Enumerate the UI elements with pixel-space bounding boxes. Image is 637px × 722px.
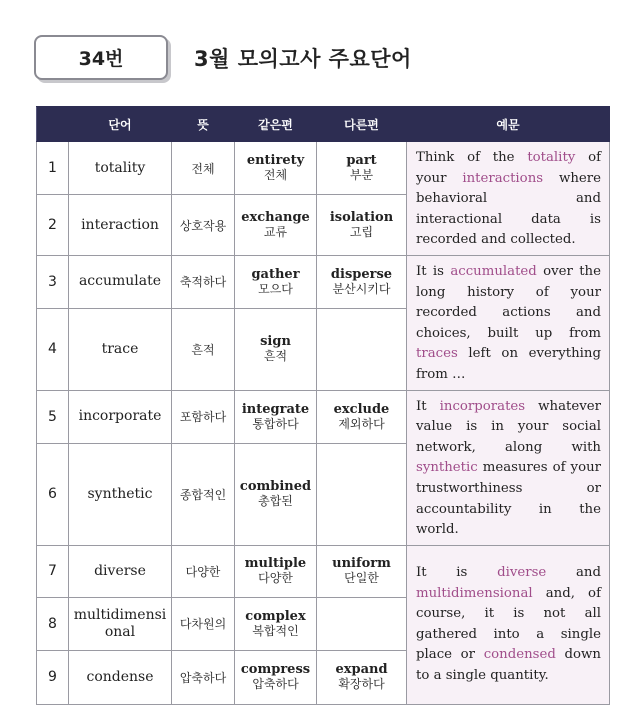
highlighted-word: traces [416,346,458,362]
antonym-ko: 확장하다 [338,677,385,692]
row-number: 2 [37,195,69,256]
table-row [37,142,610,195]
highlighted-word: accumulated [450,263,537,279]
meaning: 상호작용 [172,195,235,256]
example-sentence [407,545,610,704]
antonym [317,142,407,195]
synonym-ko: 교류 [263,225,288,240]
col-header-word: 단어 [69,107,172,142]
antonym-en: disperse [330,266,393,282]
synonym-en: integrate [241,401,310,417]
word: totality [69,142,172,195]
synonym [235,390,317,443]
col-header-synonym: 같은편 [235,107,317,142]
synonym-en: combined [239,479,312,495]
word-line-2: onal [104,623,136,640]
example-text: Think of the [416,150,528,165]
table-header-row [37,107,610,142]
highlighted-word: multidimensional [416,585,533,601]
antonym [317,308,407,390]
question-number-badge [34,35,168,80]
col-header-meaning: 뜻 [172,107,235,142]
synonym-ko: 다양한 [258,571,293,586]
example-text: of your [416,150,601,186]
example-sentence [407,255,610,390]
antonym [317,597,407,650]
antonym-ko: 부분 [349,168,374,183]
word: diverse [69,545,172,597]
synonym-en: complex [245,608,306,624]
word [69,597,172,650]
antonym-ko: 분산시키다 [332,281,391,296]
antonym-en: isolation [329,210,394,226]
meaning: 전체 [172,142,235,195]
meaning: 포함하다 [172,390,235,443]
word: interaction [69,195,172,256]
word: accumulate [69,255,172,308]
highlighted-word: synthetic [416,460,478,476]
example-text: whatever value is in your social network, along with [416,398,601,455]
antonym [317,255,407,308]
antonym [317,650,407,704]
synonym [235,142,317,195]
word: condense [69,650,172,704]
row-number: 3 [37,255,69,308]
row-number: 8 [37,597,69,650]
col-header-antonym: 다른편 [317,107,407,142]
table-row [37,390,610,443]
table-row [37,545,610,597]
antonym-en: uniform [332,556,391,572]
synonym [235,597,317,650]
example-text: and [546,564,601,580]
highlighted-word: interactions [462,170,544,186]
example-text: over the long history of your recorded actions and choices, built up from [416,263,601,341]
row-number: 9 [37,650,69,704]
meaning: 축적하다 [172,255,235,308]
synonym-en: compress [240,662,311,678]
synonym [235,308,317,390]
synonym-ko: 흔적 [263,349,288,364]
antonym [317,545,407,597]
example-text: and, of course, it is not all gathered into a single place or [416,585,601,663]
synonym-ko: 압축하다 [252,677,299,692]
col-header-example: 예문 [407,107,610,142]
antonym-en: part [346,153,377,169]
highlighted-word: diverse [497,564,547,580]
synonym-ko: 통합하다 [252,416,299,431]
highlighted-word: incorporates [439,398,526,414]
example-text: where behavioral and interactional data is recorded and collected. [416,170,601,248]
meaning: 압축하다 [172,650,235,704]
row-number: 4 [37,308,69,390]
example-sentence [407,142,610,256]
row-number: 6 [37,443,69,545]
word: incorporate [69,390,172,443]
row-number: 1 [37,142,69,195]
antonym [317,390,407,443]
synonym [235,443,317,545]
meaning: 흔적 [172,308,235,390]
antonym-ko: 고립 [349,225,374,240]
word-line-1: multidimensi [73,606,167,623]
synonym-en: sign [260,334,291,350]
antonym-en: exclude [333,401,390,417]
synonym-en: exchange [241,210,310,226]
synonym-ko: 복합적인 [252,623,299,638]
word: trace [69,308,172,390]
antonym [317,443,407,545]
meaning: 다차원의 [172,597,235,650]
row-number: 5 [37,390,69,443]
table-row [37,255,610,308]
highlighted-word: totality [527,150,576,165]
example-sentence [407,390,610,545]
highlighted-word: condensed [483,647,556,663]
example-text: down to a single quantity. [416,647,601,683]
vocabulary-table [36,106,610,705]
example-text: It is [416,263,451,279]
col-header-number [37,107,69,142]
synonym [235,650,317,704]
question-number: 34번 [78,48,124,70]
synonym-en: multiple [244,556,307,572]
meaning: 종합적인 [172,443,235,545]
word: synthetic [69,443,172,545]
synonym-ko: 총합된 [258,494,293,509]
example-text: left on everything from … [416,346,601,382]
page-title: 3월 모의고사 주요단어 [194,47,412,71]
synonym-en: entirety [246,153,305,169]
example-text: It [416,398,440,414]
synonym-ko: 모으다 [258,281,293,296]
antonym [317,195,407,256]
meaning: 다양한 [172,545,235,597]
synonym-ko: 전체 [263,168,288,183]
example-text: measures of your trustworthiness or accountability in the world. [416,460,601,538]
synonym [235,545,317,597]
antonym-en: expand [335,662,388,678]
synonym [235,195,317,256]
antonym-ko: 제외하다 [338,416,385,431]
row-number: 7 [37,545,69,597]
synonym [235,255,317,308]
synonym-en: gather [251,266,300,282]
example-text: It is [416,564,498,580]
antonym-ko: 단일한 [344,571,379,586]
